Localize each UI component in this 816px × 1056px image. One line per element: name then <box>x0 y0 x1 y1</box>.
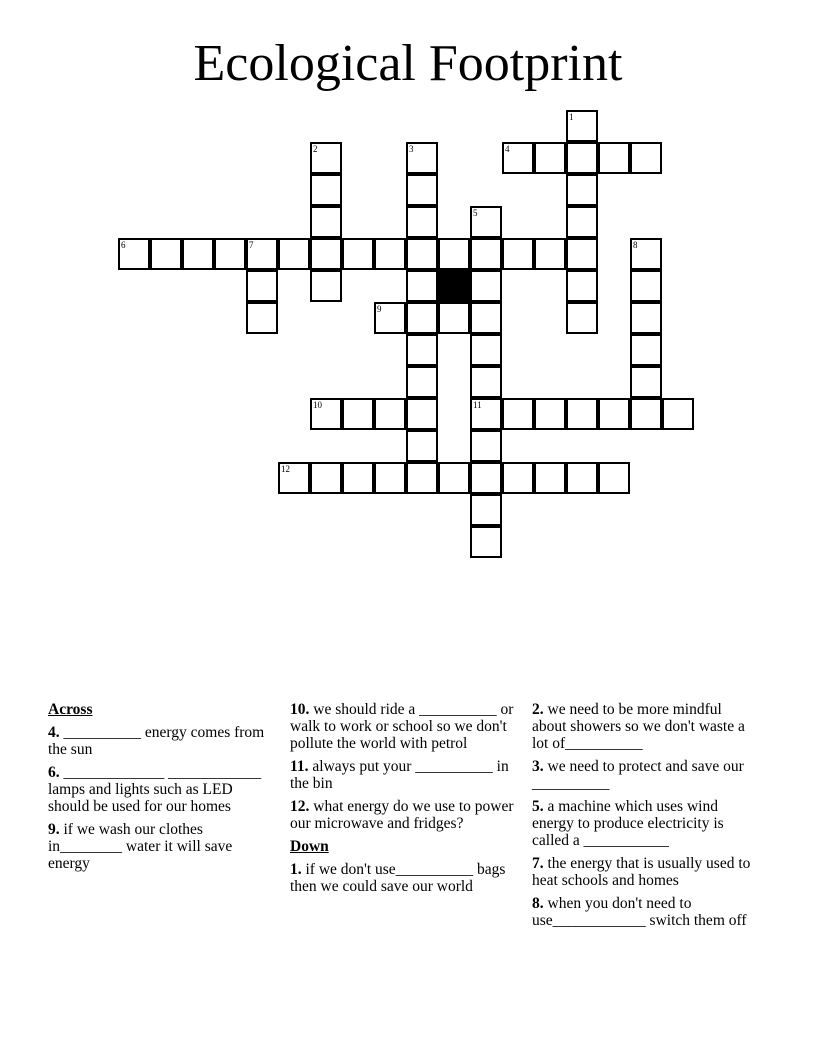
clue-number: 9. <box>48 821 60 838</box>
puzzle-title: Ecological Footprint <box>193 35 623 92</box>
grid-cell[interactable] <box>342 238 374 270</box>
grid-cell[interactable] <box>470 462 502 494</box>
cell-number: 1 <box>569 112 574 122</box>
clue-down-5[interactable] <box>532 798 760 849</box>
grid-cell[interactable] <box>598 142 630 174</box>
grid-cell[interactable] <box>310 174 342 206</box>
clue-number: 6. <box>48 764 60 781</box>
grid-cell[interactable] <box>374 302 406 334</box>
clue-number: 4. <box>48 724 60 741</box>
clue-across-9[interactable] <box>48 821 276 872</box>
grid-cell[interactable] <box>630 270 662 302</box>
grid-cell[interactable] <box>470 366 502 398</box>
grid-cell[interactable] <box>534 238 566 270</box>
grid-cell[interactable] <box>406 398 438 430</box>
clue-down-3[interactable] <box>532 758 760 792</box>
grid-cell[interactable] <box>470 302 502 334</box>
grid-cell[interactable] <box>502 238 534 270</box>
clue-number: 12. <box>290 798 310 815</box>
clue-text: a machine which uses wind energy to produce electricity is called a ___________ <box>532 798 724 849</box>
clue-number: 1. <box>290 861 302 878</box>
clue-across-6[interactable] <box>48 764 276 815</box>
grid-cell[interactable] <box>118 238 150 270</box>
grid-cell[interactable] <box>374 238 406 270</box>
grid-cell[interactable] <box>566 174 598 206</box>
grid-cell[interactable] <box>406 366 438 398</box>
clue-down-2[interactable] <box>532 701 760 752</box>
clue-text: we should ride a __________ or walk to work or school so we don't pollute the world with petrol <box>290 701 514 752</box>
clue-down-8[interactable] <box>532 895 760 929</box>
grid-cell[interactable] <box>438 462 470 494</box>
grid-cell[interactable] <box>630 238 662 270</box>
cell-number: 8 <box>633 240 638 250</box>
grid-cell[interactable] <box>150 238 182 270</box>
clue-across-12[interactable] <box>290 798 518 832</box>
grid-cell[interactable] <box>182 238 214 270</box>
grid-cell[interactable] <box>438 302 470 334</box>
grid-cell[interactable] <box>662 398 694 430</box>
cell-number: 10 <box>313 400 322 410</box>
grid-cell[interactable] <box>566 270 598 302</box>
grid-cell[interactable] <box>406 334 438 366</box>
grid-cell[interactable] <box>534 462 566 494</box>
clue-column-1 <box>48 701 276 878</box>
grid-cell[interactable] <box>502 398 534 430</box>
clue-number: 3. <box>532 758 544 775</box>
grid-cell[interactable] <box>406 462 438 494</box>
grid-cell[interactable] <box>470 206 502 238</box>
clue-text: the energy that is usually used to heat schools and homes <box>532 855 751 889</box>
grid-cell[interactable] <box>310 462 342 494</box>
clue-number: 11. <box>290 758 309 775</box>
cell-number: 2 <box>313 144 318 154</box>
grid-cell[interactable] <box>246 238 278 270</box>
cell-number: 4 <box>505 144 510 154</box>
grid-cell[interactable] <box>470 238 502 270</box>
clue-text: when you don't need to use____________ switch them off <box>532 895 747 929</box>
grid-cell[interactable] <box>310 398 342 430</box>
grid-cell[interactable] <box>438 238 470 270</box>
clue-across-4[interactable] <box>48 724 276 758</box>
cell-number: 3 <box>409 144 414 154</box>
cell-number: 6 <box>121 240 126 250</box>
grid-cell[interactable] <box>406 206 438 238</box>
cell-number: 11 <box>473 400 482 410</box>
grid-cell[interactable] <box>310 270 342 302</box>
cell-number: 12 <box>281 464 290 474</box>
grid-cell[interactable] <box>342 462 374 494</box>
clue-column-2 <box>290 701 518 901</box>
grid-cell[interactable] <box>342 398 374 430</box>
grid-cell[interactable] <box>406 174 438 206</box>
clue-text: __________ energy comes from the sun <box>48 724 265 758</box>
grid-cell[interactable] <box>310 238 342 270</box>
grid-cell[interactable] <box>566 398 598 430</box>
grid-cell[interactable] <box>246 302 278 334</box>
grid-cell[interactable] <box>406 430 438 462</box>
clue-across-10[interactable] <box>290 701 518 752</box>
grid-cell[interactable] <box>566 462 598 494</box>
grid-cell[interactable] <box>470 270 502 302</box>
grid-cell[interactable] <box>406 142 438 174</box>
grid-cell[interactable] <box>566 302 598 334</box>
grid-cell[interactable] <box>630 142 662 174</box>
clue-across-11[interactable] <box>290 758 518 792</box>
grid-cell[interactable] <box>598 462 630 494</box>
grid-cell[interactable] <box>502 142 534 174</box>
grid-block <box>438 270 470 302</box>
grid-cell[interactable] <box>374 398 406 430</box>
grid-cell[interactable] <box>566 142 598 174</box>
grid-cell[interactable] <box>470 494 502 526</box>
grid-cell[interactable] <box>534 398 566 430</box>
grid-cell[interactable] <box>310 206 342 238</box>
clue-number: 7. <box>532 855 544 872</box>
grid-cell[interactable] <box>630 366 662 398</box>
grid-cell[interactable] <box>566 206 598 238</box>
grid-cell[interactable] <box>630 334 662 366</box>
grid-cell[interactable] <box>374 462 406 494</box>
grid-cell[interactable] <box>406 238 438 270</box>
clue-text: we need to be more mindful about showers so we don't waste a lot of__________ <box>532 701 745 752</box>
grid-cell[interactable] <box>566 238 598 270</box>
down-heading: Down <box>290 838 329 855</box>
grid-cell[interactable] <box>502 462 534 494</box>
clue-number: 8. <box>532 895 544 912</box>
grid-cell[interactable] <box>470 334 502 366</box>
clue-text: always put your __________ in the bin <box>290 758 509 792</box>
clue-down-7[interactable] <box>532 855 760 889</box>
clue-down-1[interactable] <box>290 861 518 895</box>
cell-number: 5 <box>473 208 478 218</box>
clue-text: what energy do we use to power our microwave and fridges? <box>290 798 514 832</box>
clue-number: 2. <box>532 701 544 718</box>
clue-number: 10. <box>290 701 310 718</box>
cell-number: 7 <box>249 240 254 250</box>
grid-cell[interactable] <box>278 462 310 494</box>
grid-cell[interactable] <box>598 398 630 430</box>
grid-cell[interactable] <box>566 110 598 142</box>
across-heading: Across <box>48 701 93 718</box>
grid-cell[interactable] <box>630 398 662 430</box>
clue-text: _____________ ____________ lamps and lights such as LED should be used for our homes <box>48 764 262 815</box>
grid-cell[interactable] <box>406 270 438 302</box>
grid-cell[interactable] <box>470 526 502 558</box>
grid-cell[interactable] <box>278 238 310 270</box>
grid-cell[interactable] <box>534 142 566 174</box>
grid-cell[interactable] <box>406 302 438 334</box>
cell-number: 9 <box>377 304 382 314</box>
clue-text: if we wash our clothes in________ water it will save energy <box>48 821 233 872</box>
grid-cell[interactable] <box>470 398 502 430</box>
grid-cell[interactable] <box>630 302 662 334</box>
clue-text: we need to protect and save our __________ <box>532 758 744 792</box>
grid-cell[interactable] <box>310 142 342 174</box>
grid-cell[interactable] <box>246 270 278 302</box>
clue-column-3 <box>532 701 760 935</box>
grid-cell[interactable] <box>214 238 246 270</box>
clue-text: if we don't use__________ bags then we could save our world <box>290 861 506 895</box>
grid-cell[interactable] <box>470 430 502 462</box>
clue-number: 5. <box>532 798 544 815</box>
